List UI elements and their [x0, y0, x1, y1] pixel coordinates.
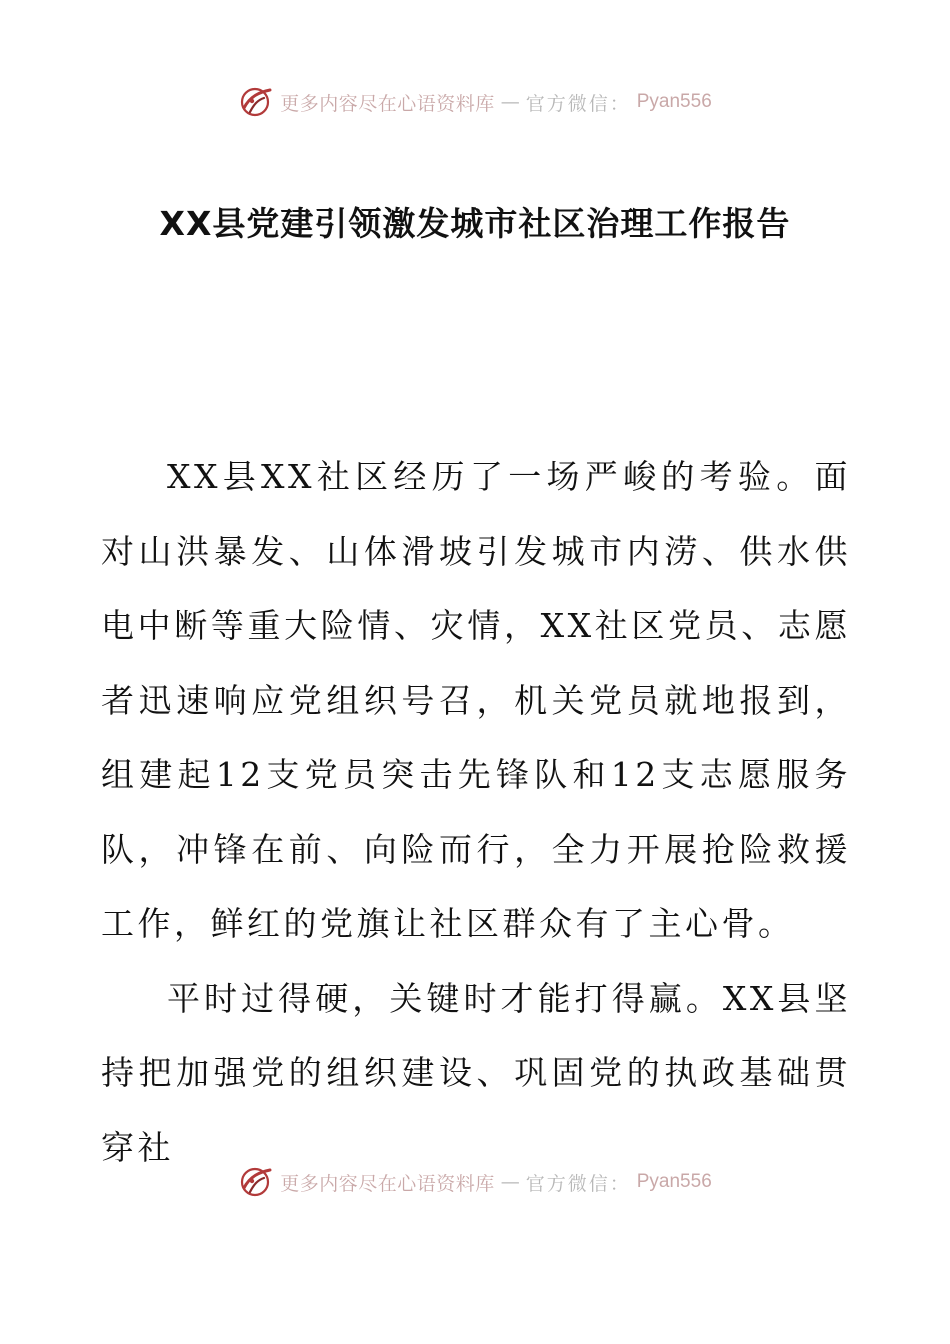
document-body [101, 440, 851, 1185]
red-calligraphy-logo-icon [238, 84, 274, 120]
footer-watermark [0, 1162, 950, 1202]
paragraph: XX县XX社区经历了一场严峻的考验。面对山洪暴发、山体滑坡引发城市内涝、供水供电中断等重大险情、灾情，XX社区党员、志愿者迅速响应党组织号召，机关党员就地报到，组建起12支党员突击先锋队和12支志愿服务队，冲锋在前、向险而行，全力开展抢险救援工作，鲜红的党旗让社区群众有了主心骨。 [101, 457, 851, 943]
header-watermark [0, 82, 950, 122]
watermark-wechat-id: Pyan556 [636, 91, 712, 112]
watermark-separator: — [500, 91, 520, 113]
paragraph: 平时过得硬，关键时才能打得赢。XX县坚持把加强党的组织建设、巩固党的执政基础贯穿社 [101, 978, 851, 1167]
document-title: XX县党建引领激发城市社区治理工作报告 [159, 204, 791, 243]
red-calligraphy-logo-icon [238, 1164, 274, 1200]
watermark-separator: — [500, 1171, 520, 1193]
watermark-right-text: 官方微信： [525, 1172, 631, 1195]
watermark-left-text: 更多内容尽在心语资料库 [280, 92, 495, 115]
watermark-left-text: 更多内容尽在心语资料库 [280, 1172, 495, 1195]
watermark-right-text: 官方微信： [525, 92, 631, 115]
watermark-wechat-id: Pyan556 [636, 1171, 712, 1192]
